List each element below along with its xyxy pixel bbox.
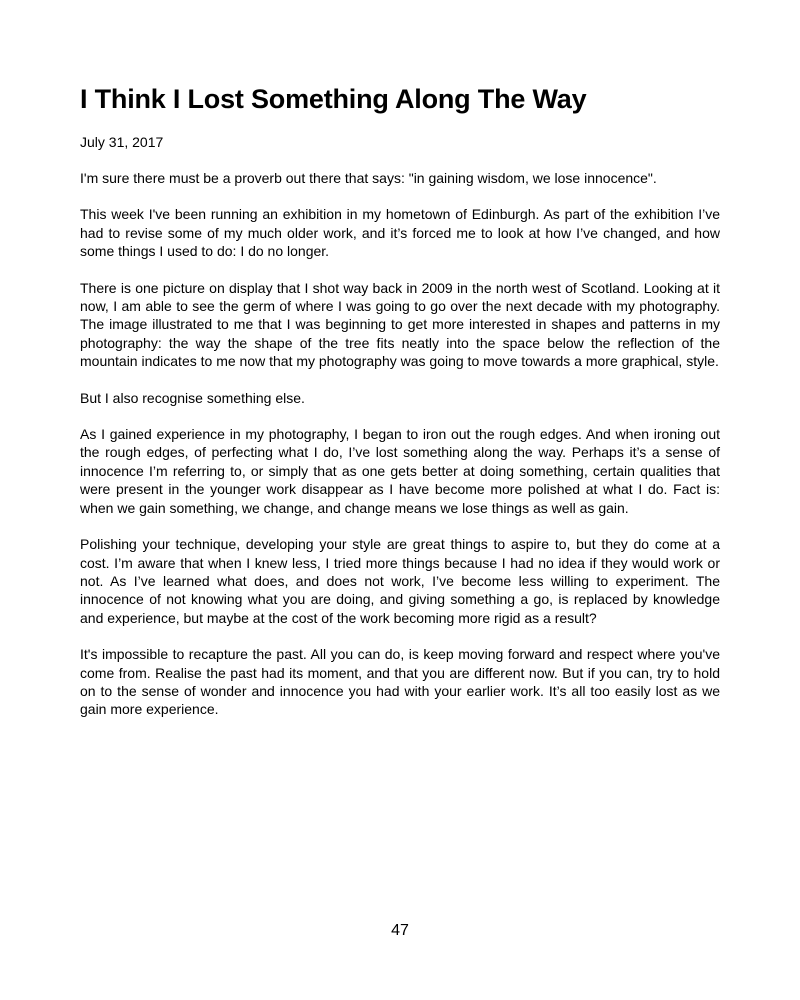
article-date: July 31, 2017 <box>80 134 164 150</box>
paragraph-2: This week I've been running an exhibition in my hometown of Edinburgh. As part of the exhibition I’ve had to revise some of my much older work, and it’s forced me to look at how I’ve changed, and how some things I used to do: I do no longer. <box>80 206 720 260</box>
article-body <box>80 169 720 737</box>
paragraph-3: There is one picture on display that I shot way back in 2009 in the north west of Scotland. Looking at it now, I am able to see the germ of where I was going to go over the next decade with my photography. The image illustrated to me that I was beginning to get more interested in shapes and patterns in my photography: the way the shape of the tree fits neatly into the space below the reflection of the mountain indicates to me now that my photography was going to move towards a more graphical, style. <box>80 279 720 370</box>
paragraph-6: Polishing your technique, developing your style are great things to aspire to, but they do come at a cost. I’m aware that when I knew less, I tried more things because I had no idea if they would work or not. As I’ve learned what does, and does not work, I’ve become less willing to experiment. The innocence of not knowing what you are doing, and giving something a go, is replaced by knowledge and experience, but maybe at the cost of the work becoming more rigid as a result? <box>80 536 720 626</box>
paragraph-7: It's impossible to recapture the past. All you can do, is keep moving forward and respect where you've come from. Realise the past had its moment, and that you are different now. But if you can, try to hold on to the sense of wonder and innocence you had with your earlier work. It’s all too easily lost as we gain more experience. <box>80 646 720 718</box>
page-number: 47 <box>391 922 409 939</box>
paragraph-5: As I gained experience in my photography, I began to iron out the rough edges. And when ironing out the rough edges, of perfecting what I do, I’ve lost something along the way. Perhaps it’s a sense of innocence I’m referring to, or simply that as one gets better at doing something, certain qualities that were present in the younger work disappear as I have become more polished at what I do. Fact is: when we gain something, we change, and change means we lose things as well as gain. <box>80 426 720 516</box>
paragraph-1: I'm sure there must be a proverb out there that says: "in gaining wisdom, we lose innocence". <box>80 170 657 186</box>
article-title: I Think I Lost Something Along The Way <box>80 84 587 114</box>
paragraph-4: But I also recognise something else. <box>80 389 305 406</box>
